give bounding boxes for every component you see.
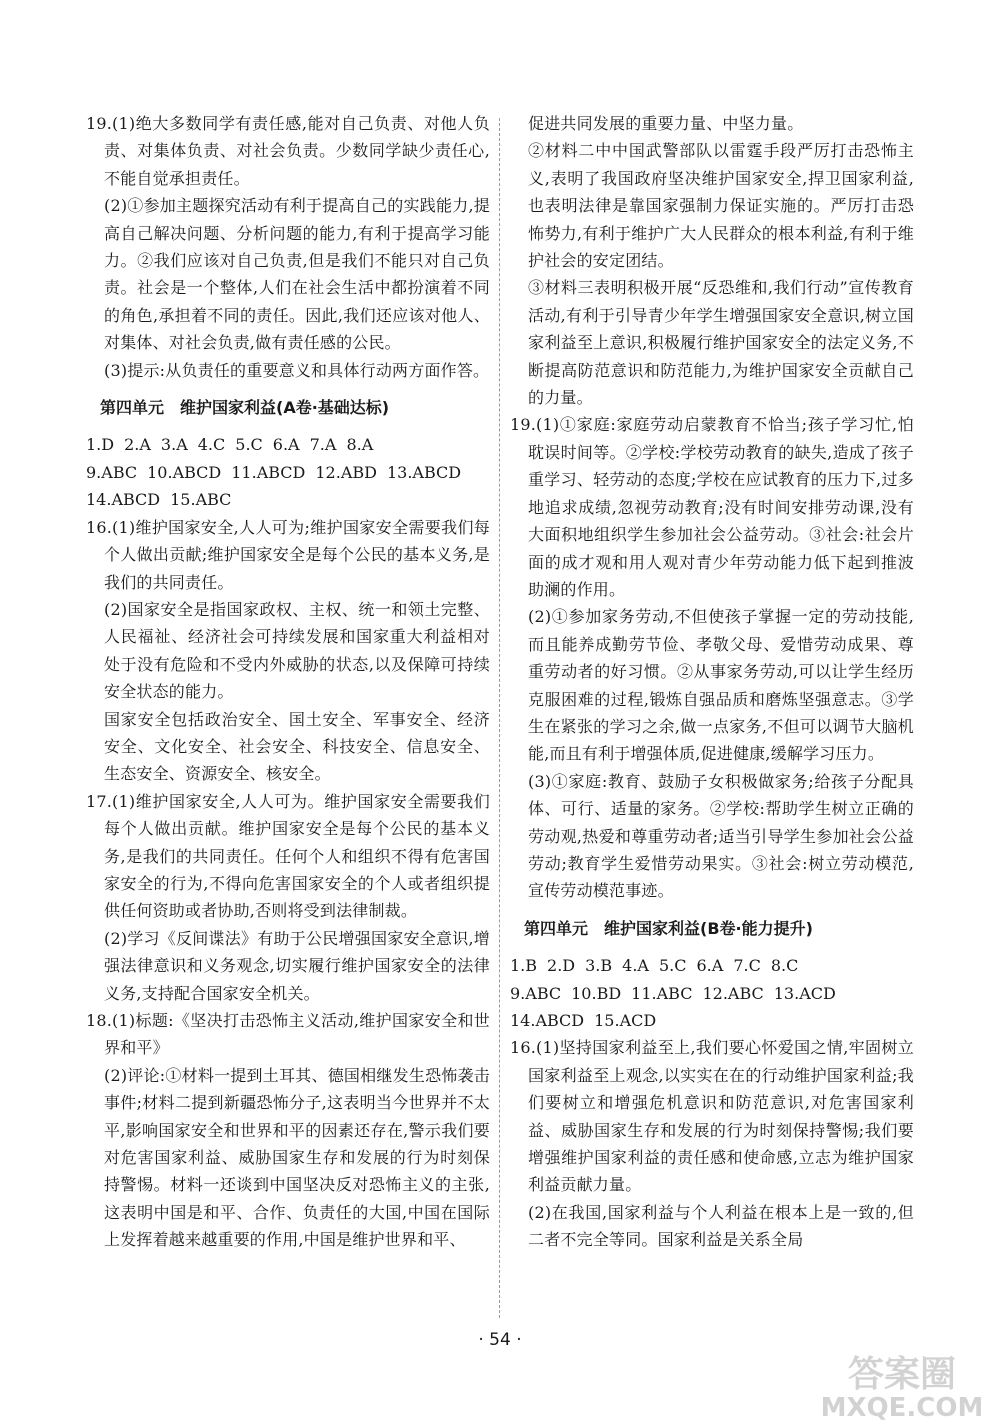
answer-18-continued: 促进共同发展的重要力量、中坚力量。 [528,114,804,133]
answer-17-1: 17.(1)维护国家安全,人人可为。维护国家安全需要我们每个人做出贡献。维护国家安全是每个公民的基本义务,是我们的共同责任。任何个人和组织不得有危害国家安全的行为,不得向危害国家安全的个人或者组织提供任何资助或者协助,否则将受到法律制裁。 [86,791,490,921]
answer-key: 7.A [309,435,337,455]
answer-18-1: 18.(1)标题:《坚决打击恐怖主义活动,维护国家安全和世界和平》 [86,1011,490,1058]
answer-19-1-b: 19.(1)①家庭:家庭劳动启蒙教育不恰当;孩子学习忙,怕耽误时间等。②学校:学校劳动教育的缺失,造成了孩子重学习、轻劳动的态度;学校在应试教育的压力下,过多地追求成绩,忽视劳动教育;没有时间安排劳动课,没有大面积地组织学生参加社会公益劳动。③社会:社会片面的成才观和用人观对青少年劳动能力低下起到推波助澜的作用。 [510,415,914,599]
page-number: · 54 · [478,1330,522,1350]
answer-19-3: (3)提示:从负责任的重要意义和具体行动两方面作答。 [104,360,490,380]
section-heading-b: 第四单元 维护国家利益(B卷·能力提升) [524,918,813,938]
watermark-text-top: 答案圈 [847,1354,957,1395]
answer-key: 14.ABCD [86,490,161,510]
answer-key: 15.ACD [594,1011,657,1030]
answer-key: 3.B [585,956,613,976]
answer-key: 5.C [235,435,263,455]
answer-16-1: 16.(1)维护国家安全,人人可为;维护国家安全需要我们每个人做出贡献;维护国家安全是每个公民的基本义务,是我们的共同责任。 [86,517,490,592]
answer-18-material-2: ②材料二中中国武警部队以雷霆手段严厉打击恐怖主义,表明了我国政府坚决维护国家安全,捍卫国家利益,也表明法律是靠国家强制力保证实施的。严厉打击恐怖势力,有利于维护广大人民群众的根本利益,有利于维护社会的安定团结。 [528,141,914,271]
answer-key: 6.A [696,956,724,976]
answer-row [510,980,914,1007]
answer-key: 11.ABCD [231,462,306,482]
answer-key: 10.ABCD [147,462,222,482]
answer-key: 3.A [160,435,188,455]
answer-row [86,459,490,486]
answer-16-2-b: (2)在我国,国家利益与个人利益在根本上是一致的,但二者不完全等同。国家利益是关系全局 [528,1202,914,1250]
answer-key: 15.ABC [170,490,232,510]
answer-19-3-b: (3)①家庭:教育、鼓励子女积极做家务;给孩子分配具体、可行、适量的家务。②学校:帮助学生树立正确的劳动观,热爱和尊重劳动者;适当引导学生参加社会公益劳动;教育学生爱惜劳动果实。③社会:树立劳动模范,宣传劳动模范事迹。 [528,771,914,901]
answer-19-2-b: (2)①参加家务劳动,不但使孩子掌握一定的劳动技能,而且能养成勤劳节俭、孝敬父母、爱惜劳动成果、尊重劳动者的好习惯。②从事家务劳动,可以让学生经历克服困难的过程,锻炼自强品质和磨炼坚强意志。③学生在紧张的学习之余,做一点家务,不但可以调节大脑机能,而且有利于增强体质,促进健康,缓解学习压力。 [528,607,914,764]
answer-key: 2.A [124,435,151,455]
answer-16-3: 国家安全包括政治安全、国土安全、军事安全、经济安全、文化安全、社会安全、科技安全、信息安全、生态安全、资源安全、核安全。 [104,709,490,784]
answer-key: 14.ABCD [510,1011,585,1030]
answer-key: 8.C [770,956,799,976]
answer-key: 9.ABC [86,462,138,482]
answer-key: 1.D [86,435,115,455]
answer-key: 8.A [346,435,374,455]
answer-key: 1.B [510,956,538,976]
column-divider [499,118,500,1318]
answer-key: 13.ACD [773,983,836,1003]
answer-key: 4.C [197,435,226,455]
answer-key: 7.C [733,956,761,976]
answer-18-2: (2)评论:①材料一提到土耳其、德国相继发生恐怖袭击事件;材料二提到新疆恐怖分子,这表明当今世界并不太平,影响国家安全和世界和平的因素还存在,警示我们要对危害国家利益、威胁国家生存和发展的行为时刻保持警惕。材料一还谈到中国坚决反对恐怖主义的主张,这表明中国是和平、合作、负责任的大国,中国在国际上发挥着越来越重要的作用,中国是维护世界和平、 [104,1065,490,1250]
answer-19-1: 19.(1)绝大多数同学有责任感,能对自己负责、对他人负责、对集体负责、对社会负责。少数同学缺少责任心,不能自觉承担责任。 [86,114,490,188]
answer-16-2: (2)国家安全是指国家政权、主权、统一和领土完整、人民福祉、经济社会可持续发展和国家重大利益相对处于没有危险和不受内外威胁的状态,以及保障可持续安全状态的能力。 [104,599,490,702]
answer-row [510,952,914,979]
answer-key: 9.ABC [510,983,562,1003]
answer-key: 12.ABD [315,462,377,482]
answer-key: 13.ABCD [386,462,462,482]
section-heading-a: 第四单元 维护国家利益(A卷·基础达标) [100,398,390,418]
answer-18-material-3: ③材料三表明积极开展“反恐维和,我们行动”宣传教育活动,有利于引导青少年学生增强国家安全意识,树立国家利益至上意识,积极履行维护国家安全的法定义务,不断提高防范意识和防范能力,为维护国家安全贡献自己的力量。 [528,278,914,408]
watermark-text-bottom: MXQE.COM [820,1393,984,1423]
answer-row [510,1007,914,1034]
right-column [510,110,914,1254]
answer-key: 11.ABC [631,983,693,1003]
answer-row [86,486,490,513]
answer-19-2: (2)①参加主题探究活动有利于提高自己的实践能力,提高自己解决问题、分析问题的能力,有利于提高学习能力。②我们应该对自己负责,但是我们不能只对自己负责。社会是一个整体,人们在社会生活中都扮演着不同的角色,承担着不同的责任。因此,我们还应该对他人、对集体、对社会负责,做有责任感的公民。 [104,196,490,353]
answer-key: 2.D [547,956,576,976]
answer-key: 4.A [622,956,649,976]
answer-key: 10.BD [571,983,622,1003]
answer-17-2: (2)学习《反间谍法》有助于公民增强国家安全意识,增强法律意识和义务观念,切实履行维护国家安全的法律义务,支持配合国家安全机关。 [104,928,490,1003]
answer-row [86,431,490,458]
watermark-logo [812,1348,992,1424]
answer-key: 6.A [272,435,300,455]
answer-key: 12.ABC [702,983,764,1003]
answer-key: 5.C [658,956,687,976]
left-column [86,110,490,1254]
answer-16-1-b: 16.(1)坚持国家利益至上,我们要心怀爱国之情,牢固树立国家利益至上观念,以实实在在的行动维护国家利益;我们要树立和增强危机意识和防范意识,对危害国家利益、威胁国家生存和发展的行为时刻保持警惕;我们要增强维护国家利益的责任感和使命感,立志为维护国家利益贡献力量。 [510,1038,914,1195]
